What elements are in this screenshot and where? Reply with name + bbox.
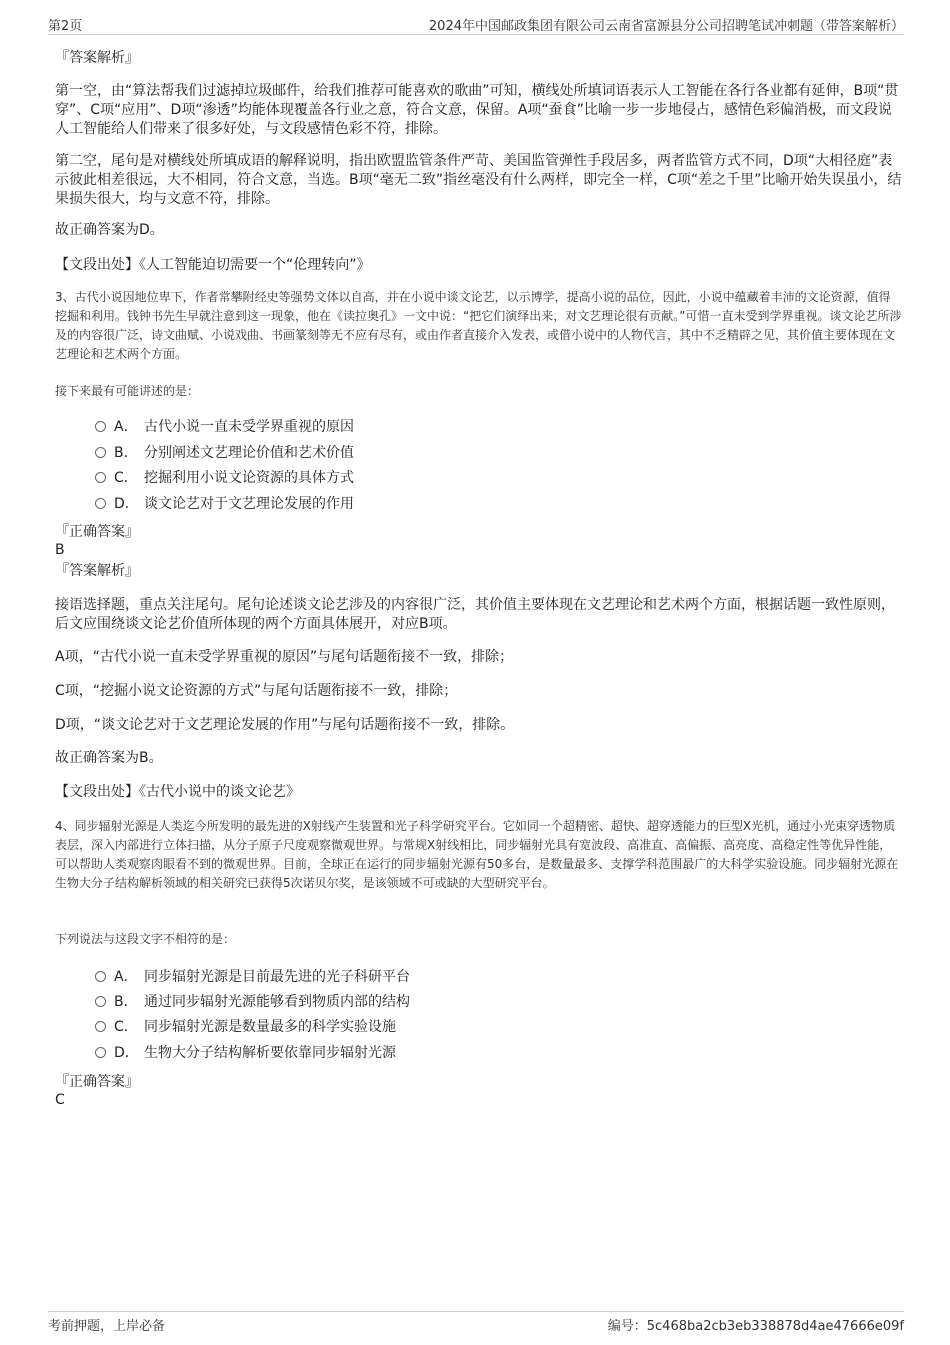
radio-icon[interactable] [95, 472, 106, 483]
q3-source: 【文段出处】《古代小说中的谈文论艺》 [55, 784, 300, 800]
document-title: 2024年中国邮政集团有限公司云南省富源县分公司招聘笔试冲刺题（带答案解析） [428, 19, 904, 34]
q2-source: 【文段出处】《人工智能迫切需要一个“伦理转向”》 [55, 257, 371, 273]
radio-icon[interactable] [95, 996, 106, 1007]
document-code: 编号：5c468ba2cb3eb338878d4ae47666e09f [607, 1319, 904, 1334]
footer-slogan: 考前押题，上岸必备 [48, 1319, 166, 1334]
q4-option-a[interactable]: A． 同步辐射光源是目前最先进的光子科研平台 [95, 967, 410, 987]
q3-option-a[interactable]: A． 古代小说一直未受学界重视的原因 [95, 417, 354, 437]
radio-icon[interactable] [95, 421, 106, 432]
q3-option-b[interactable]: B． 分别阐述文艺理论价值和艺术价值 [95, 443, 354, 463]
q3-conclusion: 故正确答案为B。 [55, 750, 163, 766]
q2-analysis-para-2: 第二空，尾句是对横线处所填成语的解释说明，指出欧盟监管条件严苛、美国监管弹性手段居多，两者监管方式不同，D项“大相径庭”表示彼此相差很远，大不相同，符合文意，当选。B项“毫无二致”指丝毫没有什么两样，即完全一样，C项“差之千里”比喻开始失误虽小，结果损失很大，均与文意不符，排除。 [55, 153, 902, 207]
q3-option-d[interactable]: D． 谈文论艺对于文艺理论发展的作用 [95, 494, 354, 514]
q4-stem: 4、同步辐射光源是人类迄今所发明的最先进的X射线产生装置和光子科学研究平台。它如同一个超精密、超快、超穿透能力的巨型X光机，通过小光束穿透物质表层，深入内部进行立体扫描，从分子原子尺度观察微观世界。与常规X射线相比，同步辐射光具有宽波段、高准直、高偏振、高亮度、高稳定性等优异性能，可以帮助人类观察肉眼看不到的微观世界。目前，全球正在运行的同步辐射光源有50多台，是数量最多、支撑学科范围最广的大科学实验设施。同步辐射光源在生物大分子结构解析领域的相关研究已获得5次诺贝尔奖，是该领域不可或缺的大型研究平台。 [55, 819, 899, 890]
radio-icon[interactable] [95, 1047, 106, 1058]
radio-icon[interactable] [95, 1021, 106, 1032]
q3-analysis-option-d: D项，“谈文论艺对于文艺理论发展的作用”与尾句话题衔接不一致，排除。 [55, 717, 515, 733]
q4-answer: C [55, 1092, 65, 1108]
q3-answer: B [55, 542, 65, 558]
radio-icon[interactable] [95, 447, 106, 458]
q2-analysis-label: 『答案解析』 [55, 50, 139, 66]
q2-analysis-para-1: 第一空，由“算法帮我们过滤掉垃圾邮件，给我们推荐可能喜欢的歌曲”可知，横线处所填词语表示人工智能在各行各业都有延伸，B项“贯穿”、C项“应用”、D项“渗透”均能体现覆盖各行业之意，符合文意，保留。A项“蚕食”比喻一步一步地侵占，感情色彩偏消极，而文段说人工智能给人们带来了很多好处，与文段感情色彩不符，排除。 [55, 83, 899, 137]
page-number: 第2页 [48, 19, 83, 34]
page-header [48, 14, 904, 35]
radio-icon[interactable] [95, 971, 106, 982]
page-footer [48, 1311, 904, 1336]
q3-answer-label: 『正确答案』 [55, 524, 139, 540]
q3-analysis-para-1: 接语选择题，重点关注尾句。尾句论述谈文论艺涉及的内容很广泛，其价值主要体现在文艺理论和艺术两个方面，根据话题一致性原则，后文应围绕谈文论艺价值所体现的两个方面具体展开，对应B项。 [55, 597, 895, 632]
q4-question: 下列说法与这段文字不相符的是： [55, 932, 236, 946]
q4-option-d[interactable]: D． 生物大分子结构解析要依靠同步辐射光源 [95, 1043, 396, 1063]
q3-option-c[interactable]: C． 挖掘利用小说文论资源的具体方式 [95, 468, 354, 488]
q4-option-c[interactable]: C． 同步辐射光源是数量最多的科学实验设施 [95, 1017, 396, 1037]
q3-analysis-label: 『答案解析』 [55, 563, 139, 579]
q4-answer-label: 『正确答案』 [55, 1074, 139, 1090]
q3-question: 接下来最有可能讲述的是： [55, 384, 200, 398]
radio-icon[interactable] [95, 498, 106, 509]
q3-stem: 3、古代小说因地位卑下，作者常攀附经史等强势文体以自高，并在小说中谈文论艺，以示博学，提高小说的品位，因此，小说中蕴藏着丰沛的文论资源，值得挖掘和利用。钱钟书先生早就注意到这一现象，他在《读拉奥孔》一文中说：“把它们演绎出来，对文艺理论很有贡献。”可惜一直未受到学界重视。谈文论艺所涉及的内容很广泛，诗文曲赋、小说戏曲、书画篆刻等无不应有尽有，或由作者直接介入发表，或借小说中的人物代言，其中不乏精辟之见，其价值主要体现在文艺理论和艺术两个方面。 [55, 290, 902, 361]
q2-conclusion: 故正确答案为D。 [55, 222, 164, 238]
q4-option-b[interactable]: B． 通过同步辐射光源能够看到物质内部的结构 [95, 992, 410, 1012]
q3-analysis-option-c: C项，“挖掘小说文论资源的方式”与尾句话题衔接不一致，排除； [55, 683, 458, 699]
q3-analysis-option-a: A项，“古代小说一直未受学界重视的原因”与尾句话题衔接不一致，排除； [55, 649, 514, 665]
